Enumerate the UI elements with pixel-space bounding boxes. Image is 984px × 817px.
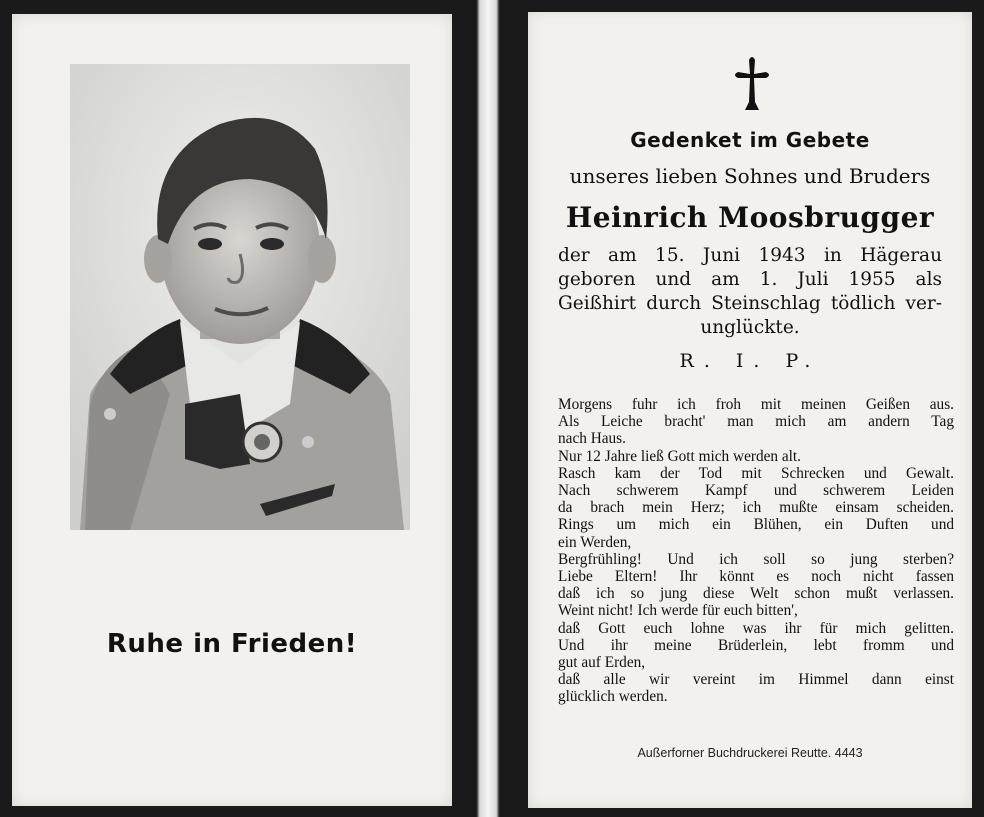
poem-line: nach Haus. (558, 430, 626, 448)
deceased-name: Heinrich Moosbrugger (565, 201, 935, 234)
poem-line: ein Werden, (558, 533, 632, 551)
bio-line: geboren und am 1. Juli 1955 als (558, 269, 942, 290)
portrait-illustration (70, 64, 410, 530)
heading: Gedenket im Gebete (630, 128, 870, 152)
poem-line: Und ihr meine Brüderlein, lebt fromm und (558, 636, 954, 654)
poem-line: Morgens fuhr ich froh mit meinen Geißen aus. (558, 396, 954, 413)
right-card-panel (528, 12, 972, 808)
printer-imprint: Außerforner Buchdruckerei Reutte. 4443 (637, 746, 863, 760)
rip-text: R. I. P. (679, 350, 821, 372)
poem-line: daß alle wir vereint im Himmel dann einst (558, 671, 954, 689)
poem-line: Rings um mich ein Blühen, ein Duften und (558, 516, 954, 534)
poem-line: Nach schwerem Kampf und schwerem Leiden (558, 482, 954, 500)
poem-line: Nur 12 Jahre ließ Gott mich werden alt. (558, 447, 801, 465)
poem (558, 396, 954, 706)
portrait-photo (70, 64, 410, 530)
poem-line: Rasch kam der Tod mit Schrecken und Gewalt. (558, 464, 954, 482)
poem-line: Bergfrühling! Und ich soll so jung sterben? (558, 550, 954, 568)
biography (558, 244, 942, 340)
cross-icon (732, 54, 772, 114)
poem-line: daß Gott euch lohne was ihr für mich gelitten. (558, 619, 954, 637)
bio-line: Geißhirt durch Steinschlag tödlich ver- (558, 293, 942, 314)
poem-line: daß ich so jung diese Welt schon mußt verlassen. (558, 585, 954, 603)
subheading: unseres lieben Sohnes und Bruders (569, 164, 931, 188)
poem-line: glücklich werden. (558, 688, 668, 706)
left-card-panel (12, 14, 452, 806)
bio-line: unglückte. (700, 317, 800, 338)
poem-line: da brach mein Herz; ich mußte einsam scheiden. (558, 499, 954, 517)
card-fold (462, 0, 514, 817)
bio-line: der am 15. Juni 1943 in Hägerau (558, 245, 942, 266)
poem-line: gut auf Erden, (558, 654, 646, 672)
poem-line: Weint nicht! Ich werde für euch bitten', (558, 602, 798, 620)
poem-line: Liebe Eltern! Ihr könnt es noch nicht fassen (558, 568, 954, 586)
rest-in-peace-caption: Ruhe in Frieden! (106, 629, 358, 659)
poem-line: Als Leiche bracht' man mich am andern Tag (558, 413, 954, 431)
